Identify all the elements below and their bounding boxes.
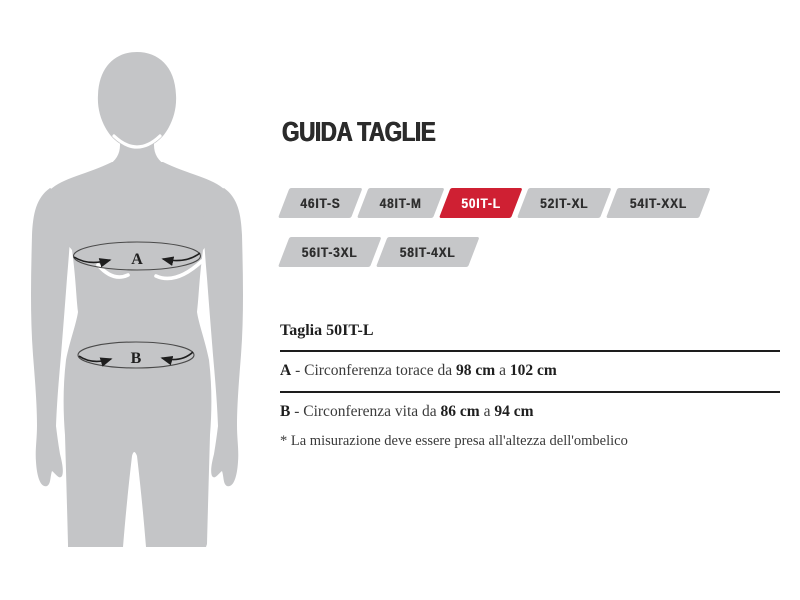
size-details-panel — [280, 322, 780, 465]
measurement-text-segment: A — [280, 362, 292, 379]
measurement-row-chest — [280, 352, 780, 391]
chest-label: A — [131, 251, 143, 268]
size-button-label: 48IT-M — [379, 195, 422, 211]
measurement-rows — [280, 350, 780, 432]
measurement-text-segment: a — [495, 362, 510, 379]
measurement-text-segment: B — [280, 403, 291, 420]
size-button-50it-l[interactable] — [439, 188, 523, 218]
measurement-row-waist — [280, 393, 780, 432]
size-button-46it-s[interactable] — [278, 188, 363, 218]
size-button-label: 54IT-XXL — [629, 195, 687, 211]
size-button-label: 52IT-XL — [540, 195, 589, 211]
size-button-48it-m[interactable] — [357, 188, 444, 218]
size-button-label: 50IT-L — [461, 195, 501, 211]
measurement-text-segment: 86 cm — [440, 403, 480, 420]
measurement-text-segment: 102 cm — [509, 362, 557, 379]
measurement-text-segment: 98 cm — [456, 362, 496, 379]
body-measurement-figure — [30, 50, 260, 560]
size-row-2 — [278, 237, 473, 267]
body-silhouette-svg — [30, 50, 260, 560]
page-title: GUIDA TAGLIE — [282, 116, 436, 147]
measurement-text-segment: a — [479, 403, 495, 420]
measurement-text-segment: - Circonferenza vita da — [290, 403, 441, 420]
size-button-label: 46IT-S — [300, 195, 341, 211]
size-button-52it-xl[interactable] — [517, 188, 611, 218]
silhouette-left-arm — [31, 188, 71, 486]
size-row-1 — [278, 188, 705, 218]
size-button-58it-4xl[interactable] — [376, 237, 479, 267]
waist-label: B — [130, 350, 142, 367]
measurement-text-segment: - Circonferenza torace da — [291, 362, 457, 379]
size-button-label: 58IT-4XL — [399, 244, 456, 260]
size-button-label: 56IT-3XL — [301, 244, 358, 260]
selected-size-title: Taglia 50IT-L — [280, 322, 374, 339]
size-button-54it-xxl[interactable] — [606, 188, 711, 218]
measurement-footnote: * La misurazione deve essere presa all'altezza dell'ombelico — [280, 433, 628, 449]
size-button-56it-3xl[interactable] — [278, 237, 381, 267]
measurement-text-segment: 94 cm — [494, 403, 534, 420]
